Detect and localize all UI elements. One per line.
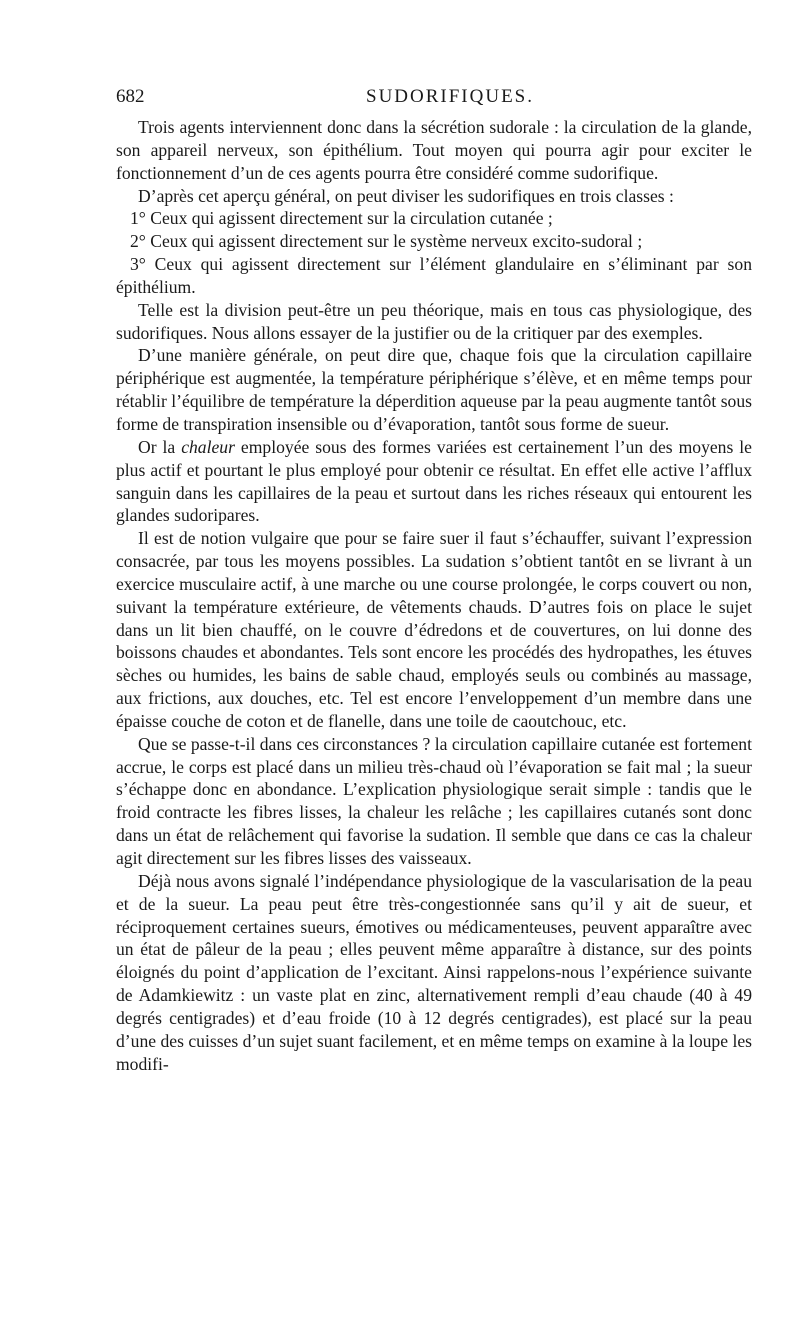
list-item: 3° Ceux qui agissent directement sur l’élément glandulaire en s’éliminant par son épithélium. bbox=[116, 254, 752, 297]
paragraph: D’après cet aperçu général, on peut diviser les sudorifiques en trois classes : bbox=[138, 185, 674, 206]
paragraph: D’une manière générale, on peut dire que, chaque fois que la circulation capillaire périphérique est augmentée, la température périphérique s’élève, et en même temps pour rétablir l’équilibre de température la déperdition aqueuse par la peau augmente tantôt sous forme de transpiration insensible ou d’évaporation, tantôt sous forme de sueur. bbox=[116, 345, 752, 434]
running-title: SUDORIFIQUES. bbox=[366, 86, 534, 107]
book-page bbox=[116, 86, 752, 1075]
paragraph: Trois agents interviennent donc dans la sécrétion sudorale : la circulation de la glande, son appareil nerveux, son épithélium. Tout moyen qui pourra agir pour exciter le fonctionnement d’un de ces agents pourra être considéré comme sudorifique. bbox=[116, 117, 752, 183]
paragraph: Telle est la division peut-être un peu théorique, mais en tous cas physiologique, des sudorifiques. Nous allons essayer de la justifier ou de la critiquer par des exemples. bbox=[116, 299, 752, 343]
paragraph-chaleur bbox=[116, 436, 752, 527]
paragraph: Il est de notion vulgaire que pour se faire suer il faut s’échauffer, suivant l’expression consacrée, par tous les moyens possibles. La sudation s’obtient tantôt en se livrant à un exercice musculaire actif, à une marche ou une course prolongée, le corps couvert ou non, suivant la température extérieure, de vêtements chauds. D’autres fois on place le sujet dans un lit bien chauffé, on le couvre d’édredons et de couvertures, on lui donne des boissons chaudes et abondantes. Tels sont encore les procédés des hydropathes, les étuves sèches ou humides, les bains de sable chaud, employés seuls ou combinés au massage, aux frictions, aux douches, etc. Tel est encore l’enveloppement d’un membre dans une épaisse couche de coton et de flanelle, dans une toile de caoutchouc, etc. bbox=[116, 528, 752, 731]
page-header bbox=[116, 86, 752, 116]
italic-word: chaleur bbox=[181, 436, 235, 457]
page-number: 682 bbox=[116, 86, 145, 107]
list-item: 2° Ceux qui agissent directement sur le système nerveux excito-sudoral ; bbox=[130, 231, 643, 252]
text-run: employée sous des formes variées est certainement l’un des moyens le plus actif et pourtant le plus employé pour obtenir ce résultat. En effet elle active l’afflux sanguin dans les capillaires de la peau et surtout dans les riches réseaux qui entourent les glandes sudoripares. bbox=[116, 436, 752, 526]
body-text bbox=[116, 116, 752, 1075]
text-run: Or la bbox=[138, 436, 182, 457]
list-item: 1° Ceux qui agissent directement sur la circulation cutanée ; bbox=[130, 208, 553, 229]
paragraph: Déjà nous avons signalé l’indépendance physiologique de la vascularisation de la peau et de la sueur. La peau peut être très-congestionnée sans qu’il y ait de sueur, et réciproquement certaines sueurs, émotives ou médicamenteuses, peuvent apparaître avec un état de pâleur de la peau ; elles peuvent même apparaître à distance, sur des points éloignés du point d’application de l’excitant. Ainsi rappelons-nous l’expérience suivante de Adamkiewitz : un vaste plat en zinc, alternativement rempli d’eau chaude (40 à 49 degrés centigrades) et d’eau froide (10 à 12 degrés centigrades), est placé sur la peau d’une des cuisses d’un sujet suant facilement, et en même temps on examine à la loupe les modifi- bbox=[116, 870, 752, 1074]
paragraph: Que se passe-t-il dans ces circonstances ? la circulation capillaire cutanée est fortement accrue, le corps est placé dans un milieu très-chaud où l’évaporation se fait mal ; la sueur s’échappe donc en abondance. L’explication physiologique serait simple : tandis que le froid contracte les fibres lisses, la chaleur les relâche ; les capillaires cutanés sont donc dans un état de relâchement qui favorise la sudation. Il semble que dans ce cas la chaleur agit directement sur les fibres lisses des vaisseaux. bbox=[116, 733, 752, 868]
